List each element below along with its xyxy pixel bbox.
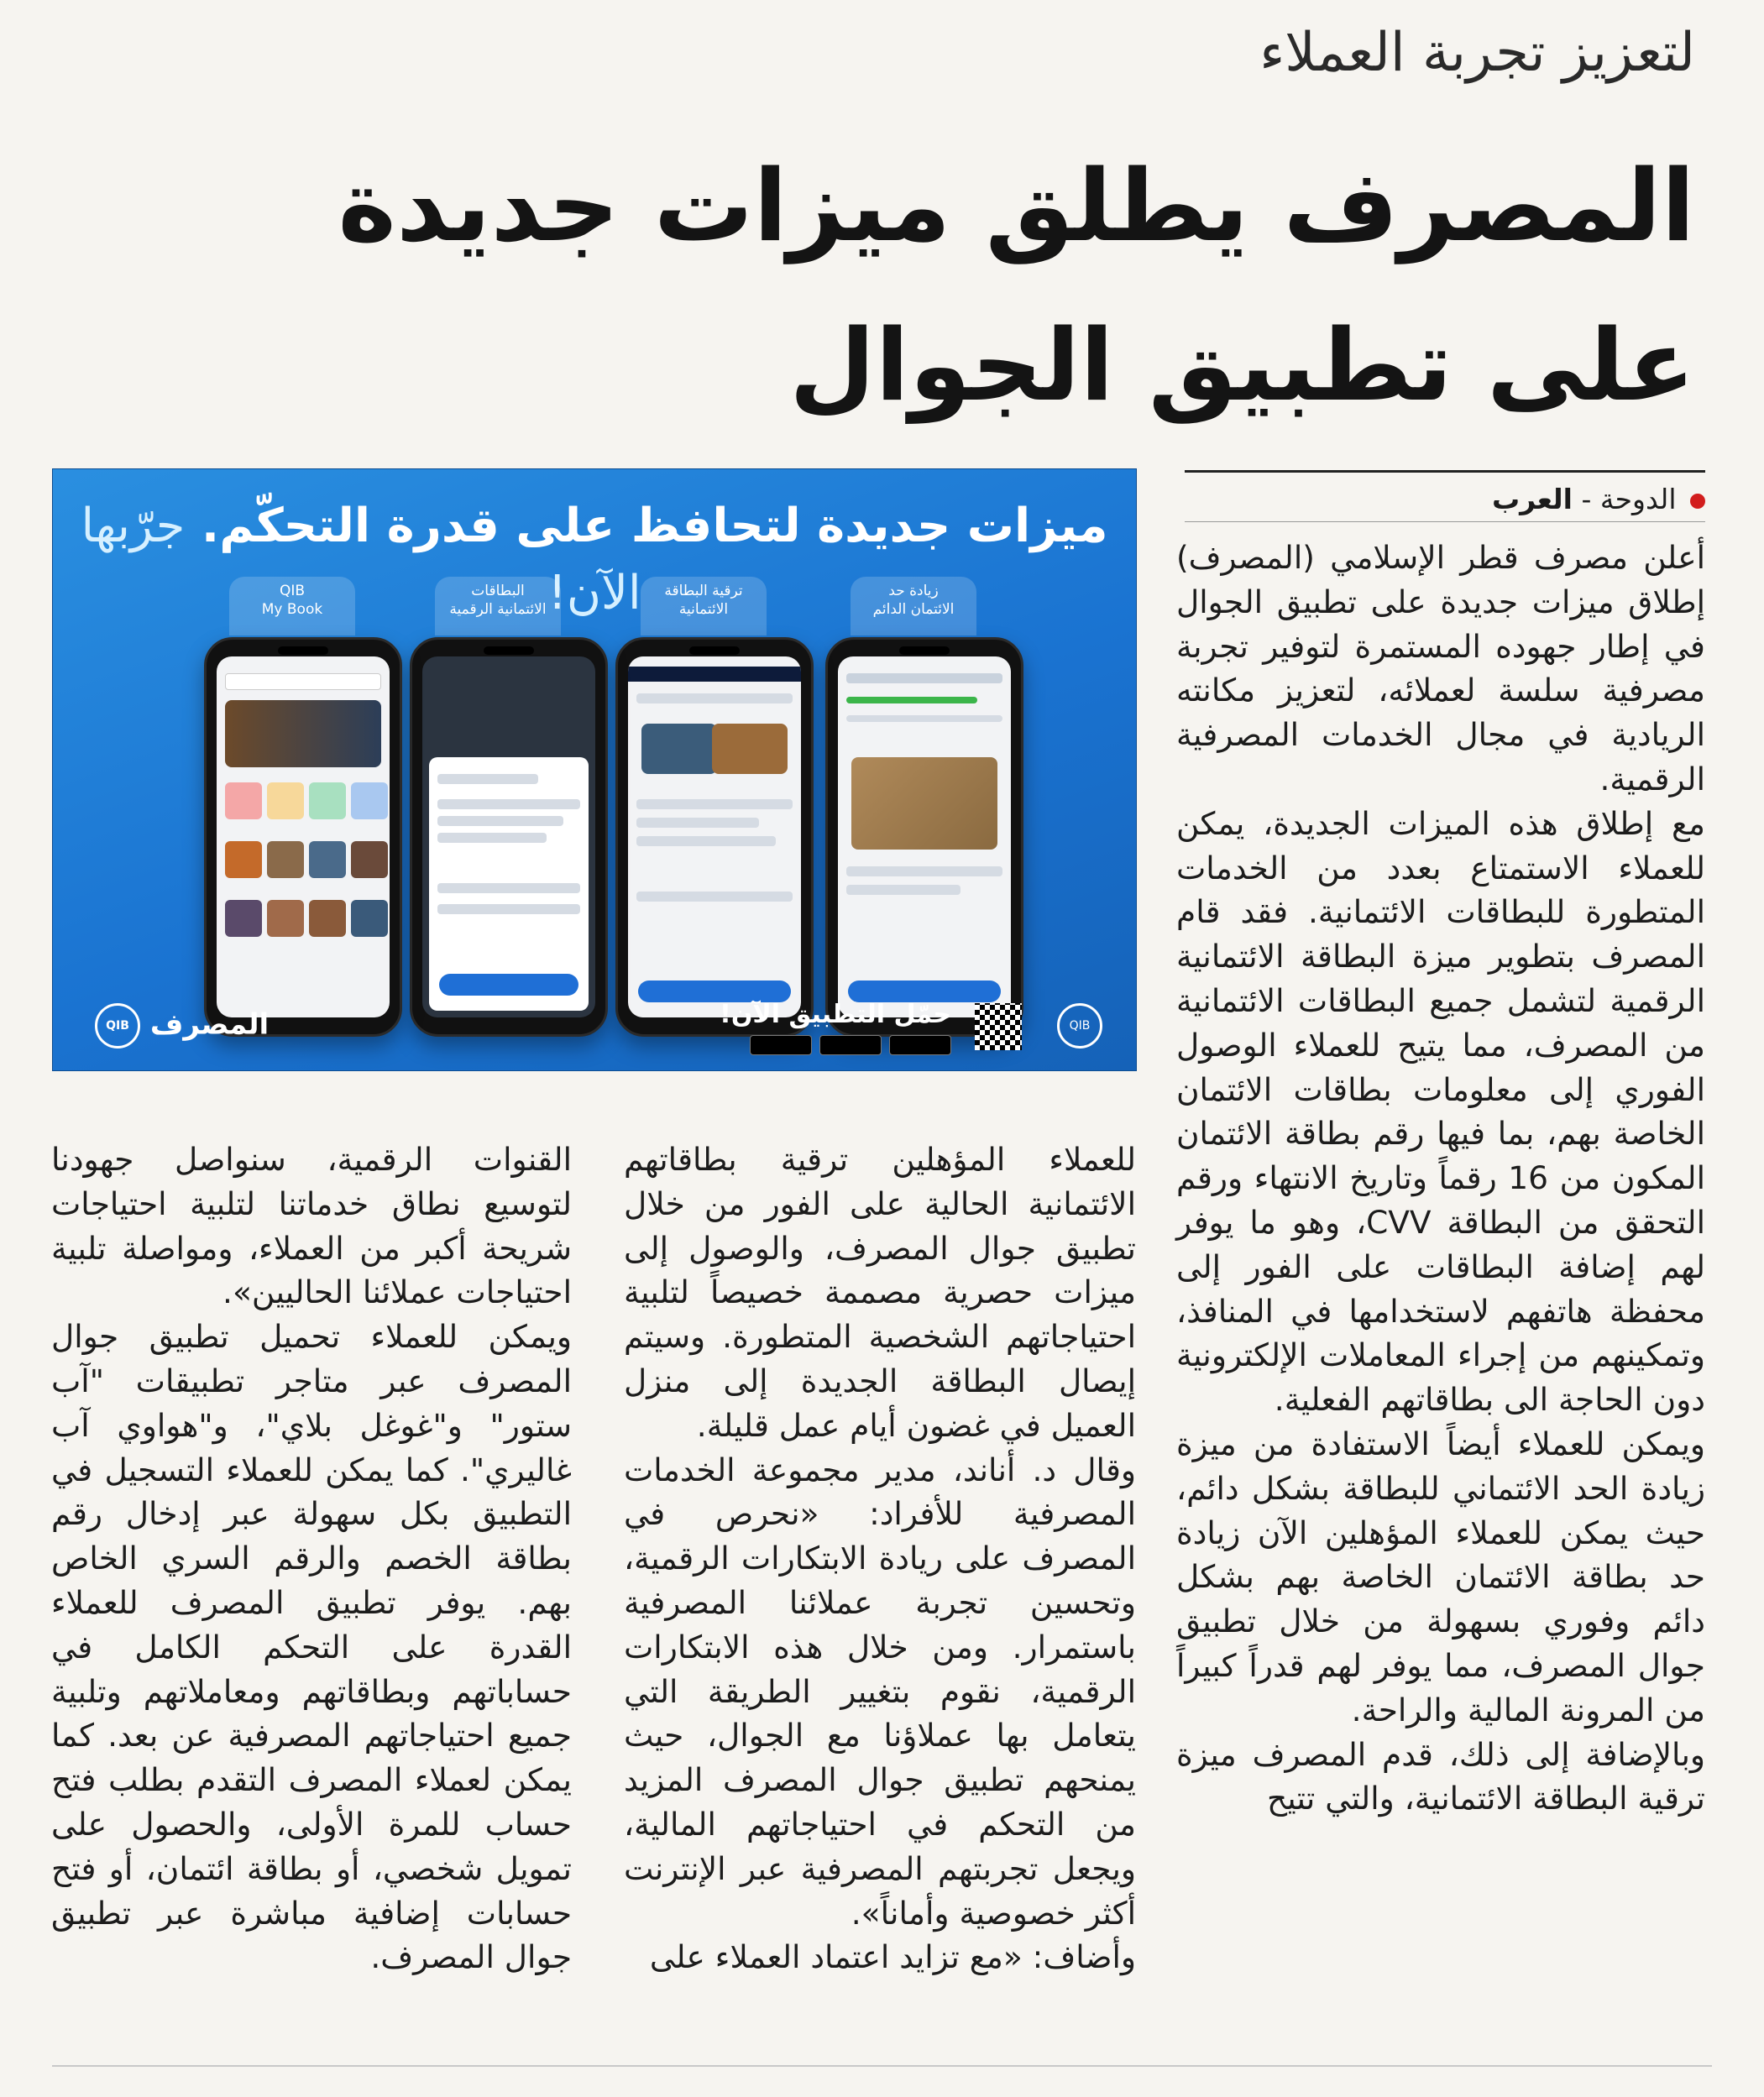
phone-mockup [615,637,814,1037]
app-gallery-badge-icon [889,1035,951,1055]
ad-tab-label: الائتمان الدائم [872,601,955,618]
ad-tab-label: الائتمانية الرقمية [449,601,547,618]
ad-tab-label: My Book [261,601,323,618]
article-column-2 [624,1137,1136,1979]
article-column-3 [51,1137,572,1979]
phone-mockup [825,637,1023,1037]
ad-tab-label: ترقية البطاقة [664,583,743,599]
paragraph: وقال د. أناند، مدير مجموعة الخدمات المصرفية للأفراد: «نحرص في المصرف على ريادة الابتكارات الرقمية، وتحسين تجربة عملائنا المصرفية باستمرار. ومن خلال هذه الابتكارات الرقمية، نقوم بتغيير الطريقة التي يتعامل بها عملاؤنا مع الجوال، حيث يمنحهم تطبيق جوال المصرف المزيد من التحكم في احتياجاتهم المالية، ويجعل تجربتهم المصرفية عبر الإنترنت أكثر خصوصية وأماناً». [624,1451,1136,1932]
ad-title-try: جرّبها الآن! [81,499,641,620]
byline [1185,470,1705,522]
paragraph: ويمكن للعملاء تحميل تطبيق جوال المصرف عبر متاجر تطبيقات "آب ستور" و"غوغل بلاي"، و"هواوي آب غاليري". كما يمكن للعملاء التسجيل في التطبيق بكل سهولة عبر إدخال رقم بطاقة الخصم والرقم السري الخاص بهم. يوفر تطبيق المصرف للعملاء القدرة على التحكم الكامل في حساباتهم وبطاقاتهم ومعاملاتهم وتلبية جميع احتياجاتهم المصرفية عن بعد. كما يمكن لعملاء المصرف التقدم بطلب فتح حساب للمرة الأولى، والحصول على تمويل شخصي، أو بطاقة ائتمان، أو فتح حسابات إضافية مباشرة عبر تطبيق جوال المصرف. [51,1318,572,1976]
ad-tab-card-upgrade [641,577,767,635]
ad-tab-digital-cards [435,577,561,635]
paragraph: مع إطلاق هذه الميزات الجديدة، يمكن للعملاء الاستمتاع بعدد من الخدمات المتطورة للبطاقات الائتمانية. فقد قام المصرف بتطوير ميزة البطاقة الائتمانية الرقمية لتشمل جميع البطاقات الائتمانية من المصرف، مما يتيح للعملاء الوصول الفوري إلى معلومات بطاقات الائتمان الخاصة بهم، بما فيها رقم بطاقة الائتمان المكون من 16 رقماً وتاريخ الانتهاء ورقم التحقق من البطاقة CVV، وهو ما يوفر لهم إضافة البطاقات على الفور إلى محفظة هاتفهم لاستخدامها في المنافذ، وتمكينهم من إجراء المعاملات الإلكترونية دون الحاجة الى بطاقاتهم الفعلية. [1176,804,1706,1419]
headline-line-1: المصرف يطلق ميزات جديدة [338,148,1695,264]
ad-tab-credit-limit [851,577,976,635]
app-store-badge-icon [750,1035,812,1055]
gold-card-icon [851,757,997,850]
footer-rule [52,2065,1712,2067]
ad-tab-label: QIB [279,583,306,599]
ad-brand-name: المصرف [149,1007,270,1042]
phone-screen [217,656,390,1017]
red-dot-icon [1690,494,1705,509]
qib-logo-icon: QIB [1057,1003,1102,1048]
ad-download-text: حمّل التطبيق الآن! [720,1000,951,1029]
byline-city: الدوحة [1599,483,1677,515]
ad-tab-mybook [229,577,355,635]
ad-title-main: ميزات جديدة لتحافظ على قدرة التحكّم. [201,499,1108,553]
ad-tab-label: البطاقات [471,583,525,599]
ad-tab-label: زيادة حد [888,583,939,599]
paragraph: أعلن مصرف قطر الإسلامي (المصرف) إطلاق ميزات جديدة على تطبيق الجوال في إطار جهوده المستمرة لتوفير تجربة مصرفية سلسة لعملائه، لتعزيز مكانته الريادية في مجال الخدمات المصرفية الرقمية. [1176,539,1705,797]
google-play-badge-icon [819,1035,882,1055]
byline-source: العرب [1491,483,1573,515]
byline-separator: - [1581,483,1592,515]
store-badges [720,1035,951,1055]
phone-mockup [204,637,402,1037]
paragraph: ويمكن للعملاء أيضاً الاستفادة من ميزة زيادة الحد الائتماني للبطاقة بشكل دائم، حيث يمكن للعملاء المؤهلين الآن زيادة حد بطاقة الائتمان الخاصة بهم بشكل دائم وفوري بسهولة من خلال تطبيق جوال المصرف، مما يوفر لهم قدراً كبيراً من المرونة المالية والراحة. [1176,1425,1705,1728]
paragraph: للعملاء المؤهلين ترقية بطاقاتهم الائتمانية الحالية على الفور من خلال تطبيق جوال المصرف، والوصول إلى ميزات حصرية مصممة خصيصاً لتلبية احتياجاتهم الشخصية المتطورة. وسيتم إيصال البطاقة الجديدة إلى منزل العميل في غضون أيام عمل قليلة. [624,1141,1136,1444]
gold-card-icon [712,724,788,774]
phone-screen [838,656,1011,1017]
ad-brand [86,1003,269,1048]
silver-card-icon [641,724,717,774]
article-kicker: لتعزيز تجربة العملاء [1259,22,1695,84]
paragraph: وأضاف: «مع تزايد اعتماد العملاء على [649,1938,1136,1976]
article-headline [100,126,1695,445]
qr-code-icon [975,1003,1022,1050]
promo-banner-icon [225,700,381,767]
phone-mockup [410,637,608,1037]
ad-tab-label: الائتمانية [678,601,729,618]
qib-advertisement [52,468,1137,1071]
article-column-1 [1176,536,1705,1821]
paragraph: القنوات الرقمية، سنواصل جهودنا لتوسيع نطاق خدماتنا لتلبية احتياجات شريحة أكبر من العملاء، ومواصلة تلبية احتياجات عملائنا الحاليين». [51,1141,572,1311]
headline-line-2: على تطبيق الجوال [789,307,1695,423]
paragraph: وبالإضافة إلى ذلك، قدم المصرف ميزة ترقية البطاقة الائتمانية، والتي تتيح [1176,1735,1705,1817]
phone-screen [422,656,595,1017]
ad-download [720,998,1102,1055]
phone-screen [628,656,801,1017]
qib-logo-icon: QIB [95,1003,140,1048]
